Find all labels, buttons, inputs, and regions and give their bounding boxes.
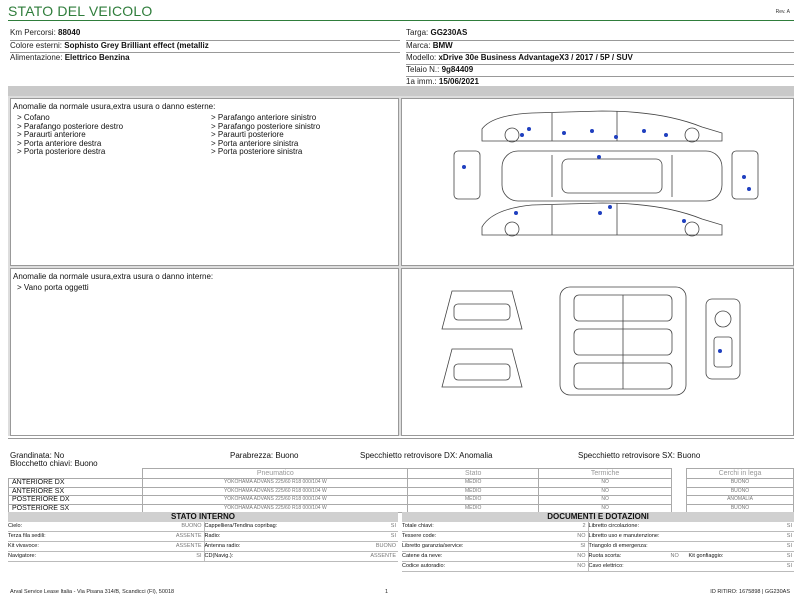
tyre-header-row [9, 469, 794, 479]
damage-item: > Paraurti anteriore [17, 130, 86, 139]
damage-marker [514, 211, 518, 215]
divider [8, 438, 794, 439]
list-item: Libretto uso e manutenzione: SI [589, 532, 794, 542]
damage-marker [664, 133, 668, 137]
grandinata: Grandinata: No [10, 451, 65, 460]
documenti-title: DOCUMENTI E DOTAZIONI [402, 512, 794, 522]
list-item: Tessere code: NO [402, 532, 588, 542]
damage-item: > Porta posteriore destra [17, 147, 106, 156]
footer-company: Arval Service Lease Italia - Via Pisana 314/B, Scandicci (FI), 50018 [10, 589, 175, 595]
table-row: ANTERIORE SX YOKOHAMA ADVANS 225/60 R18 000/104 W MEDIO NO BUONO [9, 487, 794, 496]
header-cerchi: Cerchi in lega [687, 469, 794, 479]
damage-marker [608, 205, 612, 209]
list-item: Codice autoradio: NO [402, 562, 588, 572]
stato-interno-title: STATO INTERNO [8, 512, 398, 522]
damage-item: > Porta anteriore sinistra [211, 138, 299, 148]
damage-marker [590, 129, 594, 133]
immatricolazione-row: 1a imm.: 15/06/2021 [406, 77, 479, 86]
list-item: Navigatore: SI [8, 552, 204, 562]
damage-item: > Parafango posteriore destro [17, 121, 124, 131]
exterior-car-diagram [402, 99, 793, 265]
external-damage-list-2 [211, 114, 320, 157]
external-damage-panel [10, 98, 399, 266]
list-item: Catene da neve: NO [402, 552, 588, 562]
internal-damage-list [17, 284, 89, 293]
footer-page: 1 [385, 589, 389, 595]
table-row: ANTERIORE DX YOKOHAMA ADVANS 225/60 R18 000/104 W MEDIO NO BUONO [9, 479, 794, 488]
internal-damage-title: Anomalie da normale usura,extra usura o danno interne: [13, 272, 214, 281]
damage-item: > Cofano [17, 113, 50, 122]
list-item: Ruota scorta: NO Kit gonfiaggio: SI [589, 552, 794, 562]
damage-item: > Porta posteriore sinistra [211, 147, 303, 156]
page-title: STATO DEL VEICOLO [8, 3, 153, 19]
table-row: POSTERIORE SX YOKOHAMA ADVANS 225/60 R18 000/104 W MEDIO NO BUONO [9, 504, 794, 513]
damage-item: > Vano porta oggetti [17, 283, 89, 292]
damage-item: > Parafango anteriore sinistro [211, 113, 317, 122]
km-row: Km Percorsi: 88040 [10, 28, 400, 41]
external-damage-title: Anomalie da normale usura,extra usura o danno esterne: [13, 102, 216, 111]
list-item: CD(Navig.): ASSENTE [205, 552, 399, 562]
list-item: Cavo elettrico: SI [589, 562, 794, 572]
damage-marker [614, 135, 618, 139]
section-band [8, 86, 794, 96]
list-item: Terza fila sedili: ASSENTE [8, 532, 204, 542]
parabrezza: Parabrezza: Buono [230, 451, 299, 460]
list-item: Libretto garanzia/service: SI [402, 542, 588, 552]
title-underline [8, 20, 794, 21]
damage-item: > Porta anteriore destra [17, 138, 102, 148]
telaio-row: Telaio N.: 9g84409 [406, 65, 794, 77]
list-item: Triangolo di emergenza: SI [589, 542, 794, 552]
blocchetto-chiavi: Blocchetto chiavi: Buono [10, 459, 98, 468]
list-item: Antenna radio: BUONO [205, 542, 399, 552]
list-item: Cielo: BUONO [8, 522, 204, 532]
modello-row: Modello: xDrive 30e Business AdvantageX3 / 2017 / 5P / SUV [406, 53, 794, 65]
stato-interno-section [8, 512, 398, 562]
revision-label: Rev. A [775, 9, 790, 15]
damage-marker [742, 175, 746, 179]
targa-row: Targa: GG230AS [406, 28, 794, 41]
specchietto-sx: Specchietto retrovisore SX: Buono [578, 451, 701, 460]
internal-diagram-panel [401, 268, 794, 436]
external-diagram-panel [401, 98, 794, 266]
damage-marker [462, 165, 466, 169]
damage-item: > Parafango posteriore sinistro [211, 121, 321, 131]
list-item: Cappelliera/Tendina copribag: SI [205, 522, 399, 532]
external-damage-list-1 [17, 114, 123, 157]
specchietto-dx: Specchietto retrovisore DX: Anomalia [360, 451, 493, 460]
damage-item: > Paraurti posteriore [211, 130, 284, 139]
damage-marker [682, 219, 686, 223]
table-row: POSTERIORE DX YOKOHAMA ADVANS 225/60 R18 000/104 W MEDIO NO ANOMALIA [9, 496, 794, 505]
vehicle-info-left [10, 28, 400, 64]
list-item: Libretto circolazione: SI [589, 522, 794, 532]
damage-marker [597, 155, 601, 159]
alimentazione-row: Alimentazione: Elettrico Benzina [10, 53, 130, 62]
damage-marker [642, 129, 646, 133]
damage-marker [718, 349, 722, 353]
damage-marker [527, 127, 531, 131]
list-item: Radio: SI [205, 532, 399, 542]
damage-marker [520, 133, 524, 137]
internal-damage-panel [10, 268, 399, 436]
list-item: Totale chiavi: 2 [402, 522, 588, 532]
marca-row: Marca: BMW [406, 41, 794, 53]
damage-marker [562, 131, 566, 135]
tyre-table [8, 468, 794, 513]
damage-marker [747, 187, 751, 191]
header-stato: Stato [408, 469, 539, 479]
interior-car-diagram [402, 269, 793, 435]
list-item: Kit vivavoce: ASSENTE [8, 542, 204, 552]
colore-row: Colore esterni: Sophisto Grey Brilliant effect (metalliz [10, 41, 400, 53]
damage-marker [598, 211, 602, 215]
header-termiche: Termiche [539, 469, 672, 479]
footer-id: ID RITIRO: 1675898 | GG230AS [710, 589, 790, 595]
vehicle-info-right [406, 28, 794, 88]
header-pneumatico: Pneumatico [143, 469, 408, 479]
documenti-section [402, 512, 794, 572]
